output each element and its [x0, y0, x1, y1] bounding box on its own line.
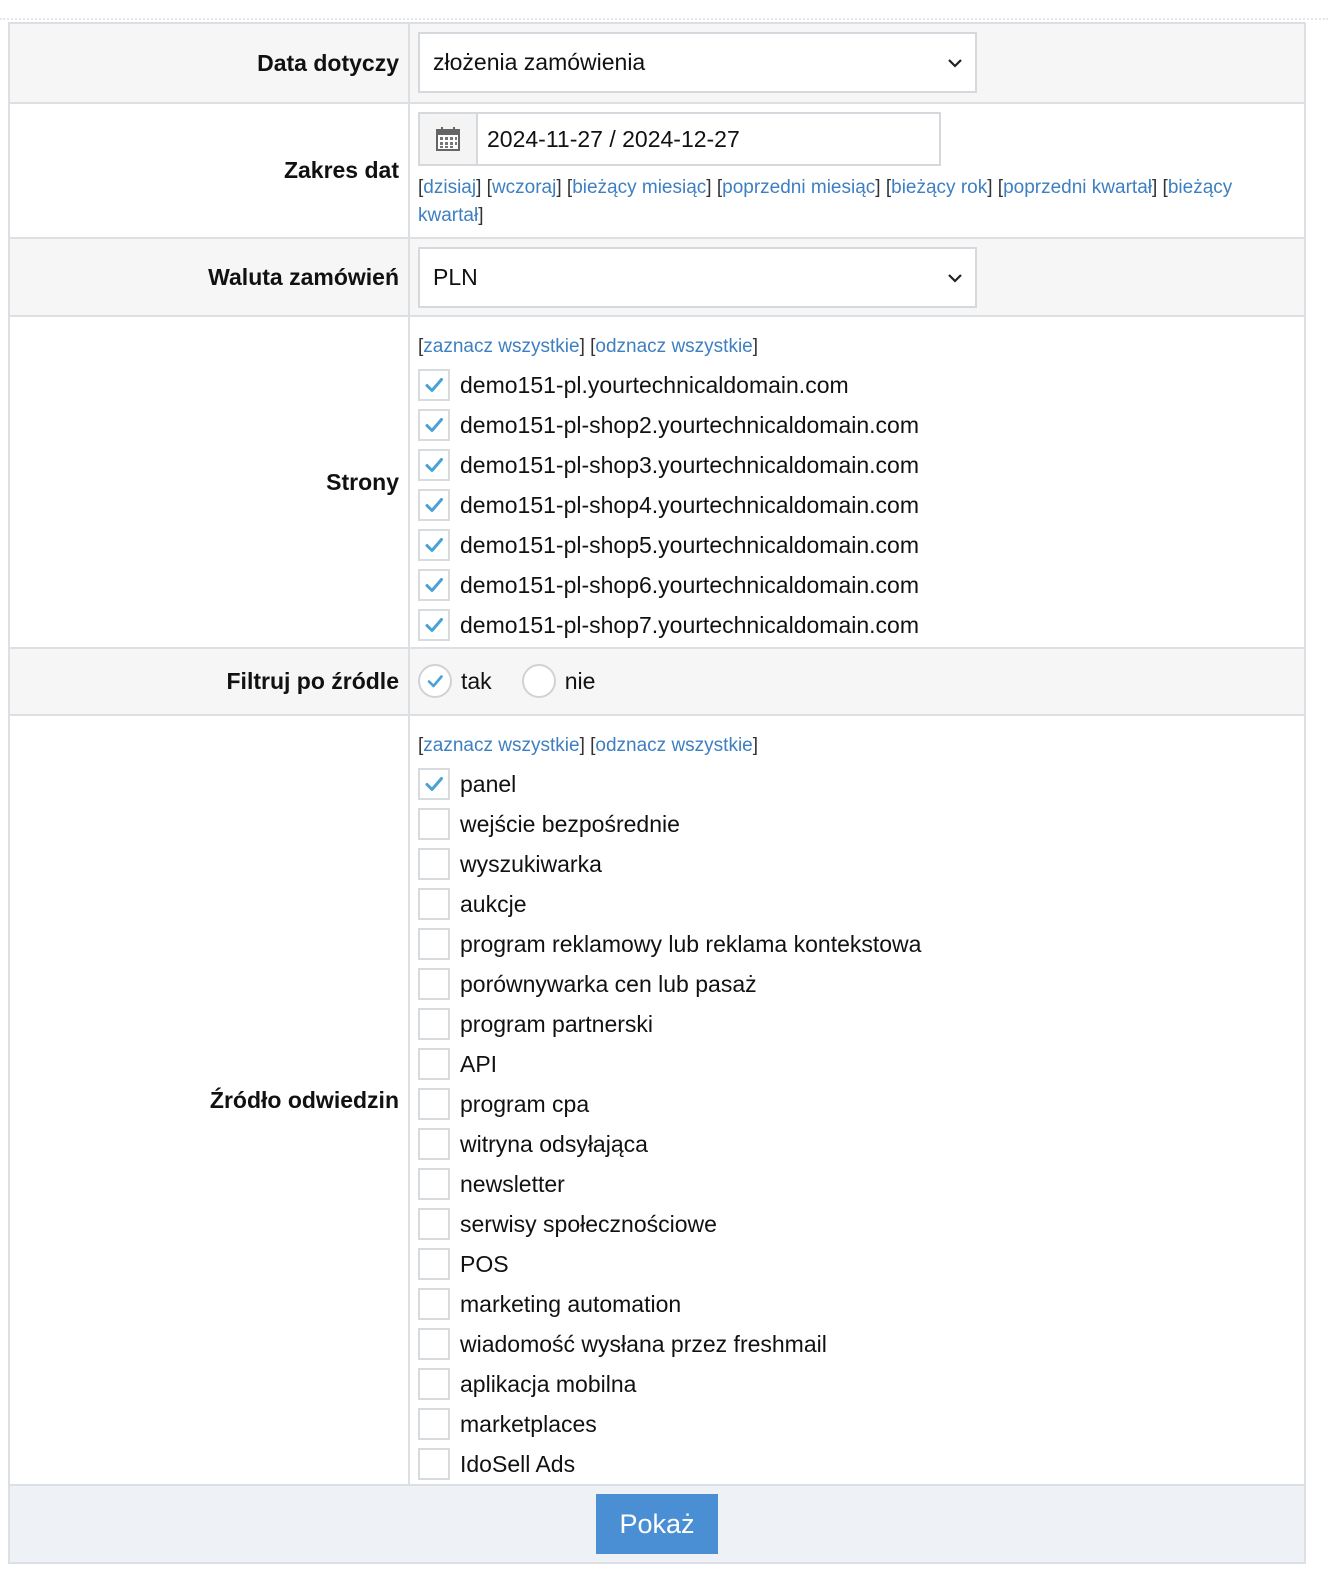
report-filter-form — [8, 22, 1306, 1564]
row-date-range — [10, 102, 1304, 237]
page-checkbox[interactable] — [418, 489, 450, 521]
visit-source-checkbox[interactable] — [418, 848, 450, 880]
visit-source-label: program reklamowy lub reklama kontekstowa — [460, 930, 922, 957]
visit-source-item[interactable] — [418, 804, 1296, 844]
visit-source-checkbox[interactable] — [418, 808, 450, 840]
visit-source-label: marketplaces — [460, 1410, 597, 1437]
radio-nie-label: nie — [564, 667, 596, 694]
page-checkbox[interactable] — [418, 529, 450, 561]
date-type-label: Data dotyczy — [10, 24, 410, 102]
visit-source-item[interactable] — [418, 1364, 1296, 1404]
row-currency — [10, 237, 1304, 315]
visit-source-item[interactable] — [418, 1444, 1296, 1484]
page-item[interactable] — [418, 365, 1296, 405]
shortcut-current-quarter[interactable]: bieżący kwartał — [418, 177, 1233, 226]
page-checkbox[interactable] — [418, 609, 450, 641]
visit-source-checkbox[interactable] — [418, 888, 450, 920]
visit-source-item[interactable] — [418, 1124, 1296, 1164]
visit-source-label: program cpa — [460, 1090, 590, 1117]
visit-source-label: witryna odsyłająca — [460, 1130, 648, 1157]
date-type-select[interactable] — [418, 32, 977, 93]
page-item[interactable] — [418, 445, 1296, 485]
page-item[interactable] — [418, 525, 1296, 565]
top-separator — [0, 0, 1328, 20]
checkmark-icon — [422, 573, 446, 597]
page-label: demo151-pl-shop6.yourtechnicaldomain.com — [460, 571, 919, 598]
visit-source-label: Źródło odwiedzin — [10, 716, 410, 1484]
shortcut-today[interactable]: dzisiaj — [423, 177, 477, 198]
checkmark-icon — [422, 772, 446, 796]
date-range-value: 2024-11-27 / 2024-12-27 — [487, 125, 740, 152]
date-range-label: Zakres dat — [10, 104, 410, 237]
shortcut-current-month[interactable]: bieżący miesiąc — [572, 177, 707, 198]
show-button[interactable]: Pokaż — [596, 1494, 718, 1554]
page-checkbox[interactable] — [418, 369, 450, 401]
row-date-type — [10, 24, 1304, 102]
calendar-icon — [435, 126, 461, 152]
visit-source-select-links: [zaznacz wszystkie] [odznacz wszystkie] — [418, 735, 759, 756]
visit-source-item[interactable] — [418, 884, 1296, 924]
visit-source-item[interactable] — [418, 1044, 1296, 1084]
visit-source-checkbox[interactable] — [418, 1008, 450, 1040]
visit-source-label: aplikacja mobilna — [460, 1370, 637, 1397]
shortcut-previous-quarter[interactable]: poprzedni kwartał — [1003, 177, 1152, 198]
visit-source-checkbox[interactable] — [418, 1368, 450, 1400]
visit-source-label: wyszukiwarka — [460, 850, 602, 877]
visit-source-checkbox[interactable] — [418, 1288, 450, 1320]
visit-source-checkbox-list — [418, 764, 1296, 1484]
visit-source-item[interactable] — [418, 1324, 1296, 1364]
shortcut-yesterday[interactable]: wczoraj — [491, 177, 557, 198]
checkmark-icon — [422, 613, 446, 637]
visit-source-checkbox[interactable] — [418, 968, 450, 1000]
visit-source-checkbox[interactable] — [418, 768, 450, 800]
currency-select[interactable] — [418, 247, 977, 308]
visit-source-item[interactable] — [418, 964, 1296, 1004]
page-item[interactable] — [418, 565, 1296, 605]
date-range-input[interactable] — [418, 112, 941, 166]
date-shortcuts: [dzisiaj] [wczoraj] [bieżący miesiąc] [poprzedni miesiąc] [bieżący rok] [poprzedni kwartał] [bieżący kwartał] — [418, 177, 1233, 226]
page-checkbox[interactable] — [418, 449, 450, 481]
visit-source-label: porównywarka cen lub pasaż — [460, 970, 757, 997]
row-pages — [10, 315, 1304, 647]
visit-source-checkbox[interactable] — [418, 1088, 450, 1120]
visit-source-label: wejście bezpośrednie — [460, 810, 680, 837]
chevron-down-icon — [945, 53, 965, 73]
visit-source-label: program partnerski — [460, 1010, 654, 1037]
visit-source-checkbox[interactable] — [418, 1408, 450, 1440]
visit-source-label: serwisy społecznościowe — [460, 1210, 717, 1237]
visit-source-label: IdoSell Ads — [460, 1450, 576, 1477]
page-checkbox[interactable] — [418, 409, 450, 441]
checkmark-icon — [425, 671, 445, 691]
visit-source-label: POS — [460, 1250, 509, 1277]
visit-source-checkbox[interactable] — [418, 1208, 450, 1240]
visit-source-item[interactable] — [418, 1244, 1296, 1284]
visit-source-checkbox[interactable] — [418, 1448, 450, 1480]
radio-tak[interactable] — [418, 664, 452, 698]
visit-source-item[interactable] — [418, 1004, 1296, 1044]
pages-label: Strony — [10, 317, 410, 647]
visit-source-label: wiadomość wysłana przez freshmail — [460, 1330, 827, 1357]
pages-checkbox-list — [418, 365, 1296, 645]
visit-source-item[interactable] — [418, 1204, 1296, 1244]
visit-source-select-all-link[interactable]: zaznacz wszystkie — [423, 735, 580, 756]
filter-source-radio-group — [418, 649, 1296, 713]
page-label: demo151-pl-shop7.yourtechnicaldomain.com — [460, 611, 919, 638]
radio-tak-label: tak — [461, 667, 492, 694]
visit-source-label: newsletter — [460, 1170, 565, 1197]
visit-source-checkbox[interactable] — [418, 1168, 450, 1200]
date-type-value: złożenia zamówienia — [433, 49, 646, 75]
checkmark-icon — [422, 493, 446, 517]
visit-source-item[interactable] — [418, 1284, 1296, 1324]
visit-source-item[interactable] — [418, 1084, 1296, 1124]
visit-source-label: marketing automation — [460, 1290, 682, 1317]
radio-nie[interactable] — [522, 664, 556, 698]
page-label: demo151-pl-shop5.yourtechnicaldomain.com — [460, 531, 919, 558]
shortcut-current-year[interactable]: bieżący rok — [891, 177, 988, 198]
page-item[interactable] — [418, 405, 1296, 445]
row-visit-source — [10, 714, 1304, 1484]
checkmark-icon — [422, 373, 446, 397]
visit-source-item[interactable] — [418, 1404, 1296, 1444]
visit-source-label: panel — [460, 770, 517, 797]
checkmark-icon — [422, 453, 446, 477]
currency-value: PLN — [433, 264, 478, 290]
visit-source-item[interactable] — [418, 844, 1296, 884]
page-item[interactable] — [418, 605, 1296, 645]
row-filter-source — [10, 647, 1304, 714]
page-label: demo151-pl.yourtechnicaldomain.com — [460, 371, 849, 398]
visit-source-label: aukcje — [460, 890, 527, 917]
visit-source-checkbox[interactable] — [418, 1048, 450, 1080]
pages-deselect-all-link[interactable]: odznacz wszystkie — [595, 336, 753, 357]
pages-select-links: [zaznacz wszystkie] [odznacz wszystkie] — [418, 336, 759, 357]
visit-source-checkbox[interactable] — [418, 1248, 450, 1280]
checkmark-icon — [422, 413, 446, 437]
visit-source-label: API — [460, 1050, 498, 1077]
pages-select-all-link[interactable]: zaznacz wszystkie — [423, 336, 580, 357]
visit-source-checkbox[interactable] — [418, 1328, 450, 1360]
page-label: demo151-pl-shop3.yourtechnicaldomain.com — [460, 451, 919, 478]
checkmark-icon — [422, 533, 446, 557]
page-label: demo151-pl-shop2.yourtechnicaldomain.com — [460, 411, 919, 438]
visit-source-checkbox[interactable] — [418, 928, 450, 960]
visit-source-item[interactable] — [418, 1164, 1296, 1204]
visit-source-item[interactable] — [418, 764, 1296, 804]
currency-label: Waluta zamówień — [10, 239, 410, 315]
page-label: demo151-pl-shop4.yourtechnicaldomain.com — [460, 491, 919, 518]
form-footer — [10, 1484, 1304, 1562]
page-checkbox[interactable] — [418, 569, 450, 601]
shortcut-previous-month[interactable]: poprzedni miesiąc — [722, 177, 876, 198]
visit-source-deselect-all-link[interactable]: odznacz wszystkie — [595, 735, 753, 756]
chevron-down-icon — [945, 268, 965, 288]
visit-source-item[interactable] — [418, 924, 1296, 964]
filter-source-label: Filtruj po źródle — [10, 649, 410, 714]
visit-source-checkbox[interactable] — [418, 1128, 450, 1160]
page-item[interactable] — [418, 485, 1296, 525]
